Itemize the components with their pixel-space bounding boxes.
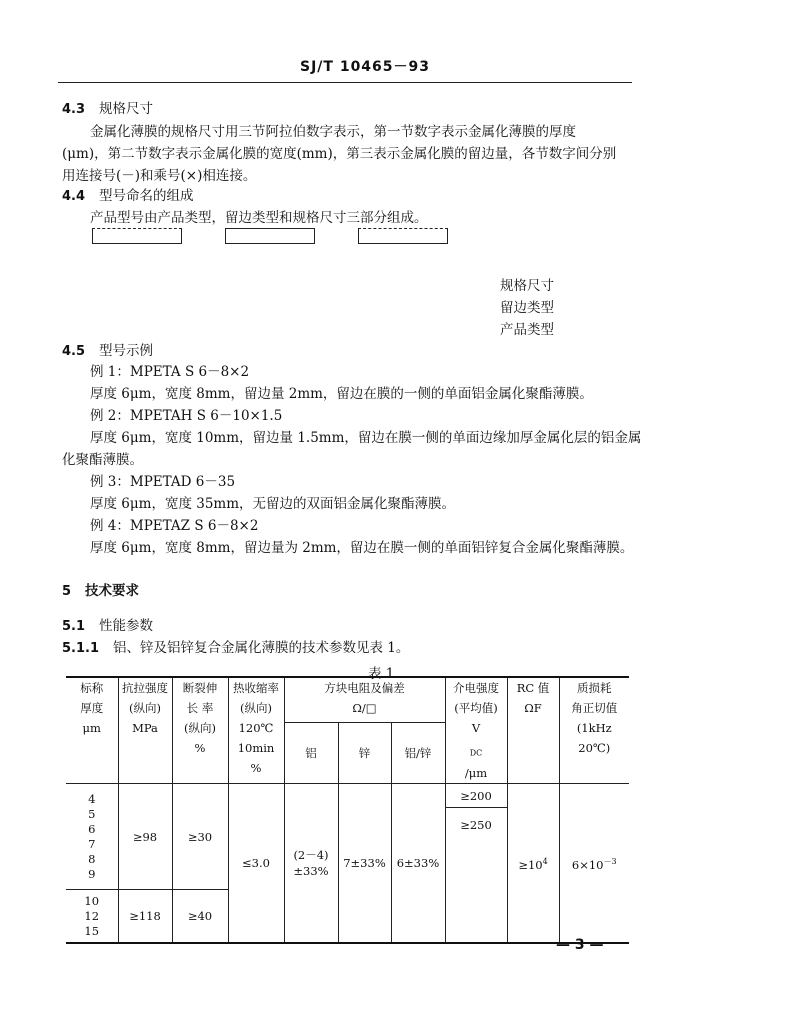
section-4-3-line-2: (μm)，第二节数字表示金属化膜的宽度(mm)，第三表示金属化膜的留边量，各节数字间分别 <box>62 146 617 162</box>
document-code: SJ/T 10465－93 <box>300 59 431 75</box>
header-zinc: 锌 <box>338 723 391 784</box>
zinc-resistance: 7±33% <box>338 784 391 944</box>
section-5-heading <box>62 579 139 599</box>
thickness-group-1: 4 5 6 7 8 9 <box>66 784 118 890</box>
header-shrinkage: 热收缩率 (纵向) 120℃ 10min % <box>228 677 284 784</box>
header-dielectric-strength: 介电强度 (平均值) V $_{DC}$ /μm <box>445 677 507 784</box>
section-number: 5.1 <box>62 619 86 634</box>
section-title: 规格尺寸 <box>99 101 154 117</box>
example-1: 例 1：MPETA S 6－8×2 <box>90 364 250 380</box>
page-number: — 3 — <box>556 937 604 953</box>
section-title: 型号命名的组成 <box>99 188 194 204</box>
example-2: 例 2：MPETAH S 6－10×1.5 <box>90 408 283 424</box>
elongation-group-2: ≥40 <box>172 890 228 944</box>
header-elongation: 断裂伸 长 率 (纵向) % <box>172 677 228 784</box>
header-thickness: 标称 厚度 μm <box>66 677 118 784</box>
label-product-type: 产品类型 <box>500 322 554 338</box>
section-number: 4.4 <box>62 189 86 204</box>
aluminum-resistance: (2－4) ±33% <box>284 784 338 944</box>
rc-value: $\ge 10^4$ <box>507 784 559 944</box>
section-4-5-heading <box>62 339 153 359</box>
header-aluminum-zinc: 铝/锌 <box>391 723 445 784</box>
example-2-description-2: 化聚酯薄膜。 <box>62 452 143 468</box>
section-title: 性能参数 <box>99 618 154 634</box>
section-number: 5 <box>62 584 72 599</box>
table-title: 表 1 <box>368 666 395 682</box>
section-title: 技术要求 <box>85 583 140 599</box>
loss-tangent-value: $6\times 10^{-3}$ <box>559 784 629 944</box>
header-rc-value: RC 值 ΩF <box>507 677 559 784</box>
header-tensile-strength: 抗拉强度 (纵向) MPa <box>118 677 172 784</box>
placeholder-box-margin-type <box>225 228 315 244</box>
section-5-1-heading <box>62 614 153 634</box>
section-title: 铝、锌及铝锌复合金属化薄膜的技术参数见表 1。 <box>113 640 410 656</box>
elongation-group-1: ≥30 <box>172 784 228 890</box>
tensile-group-2: ≥118 <box>118 890 172 944</box>
section-4-4-heading <box>62 184 194 204</box>
section-4-4-body: 产品型号由产品类型，留边类型和规格尺寸三部分组成。 <box>90 210 428 226</box>
example-1-description: 厚度 6μm，宽度 8mm，留边量 2mm，留边在膜的一侧的单面铝金属化聚酯薄膜。 <box>90 386 593 402</box>
label-margin-type: 留边类型 <box>500 300 554 316</box>
technical-parameters-table <box>66 676 629 944</box>
header-aluminum: 铝 <box>284 723 338 784</box>
header-sheet-resistance: 方块电阻及偏差 Ω/□ <box>284 677 445 723</box>
section-4-3-line-1: 金属化薄膜的规格尺寸用三节阿拉伯数字表示，第一节数字表示金属化薄膜的厚度 <box>90 124 576 140</box>
placeholder-box-product-type <box>92 228 182 244</box>
dielectric-strength-cell <box>445 784 507 944</box>
placeholder-box-size <box>358 228 448 244</box>
shrinkage-value: ≤3.0 <box>228 784 284 944</box>
aluminum-zinc-resistance: 6±33% <box>391 784 445 944</box>
section-number: 4.5 <box>62 344 86 359</box>
section-4-3-heading <box>62 97 153 117</box>
example-4: 例 4：MPETAZ S 6－8×2 <box>90 518 259 534</box>
header-loss-tangent: 质损耗 角正切值 (1kHz 20℃) <box>559 677 629 784</box>
dielectric-value-2: ≥250 <box>460 817 492 832</box>
label-size: 规格尺寸 <box>500 278 554 294</box>
example-2-description-1: 厚度 6μm，宽度 10mm，留边量 1.5mm，留边在膜一侧的单面边缘加厚金属化层的铝金属 <box>90 430 642 446</box>
section-title: 型号示例 <box>99 343 154 359</box>
thickness-group-2: 10 12 15 <box>66 890 118 944</box>
section-number: 5.1.1 <box>62 641 100 656</box>
section-4-3-line-3: 用连接号(－)和乘号(×)相连接。 <box>62 168 257 184</box>
tensile-group-1: ≥98 <box>118 784 172 890</box>
section-5-1-1-heading <box>62 636 409 656</box>
example-4-description: 厚度 6μm，宽度 8mm，留边量为 2mm，留边在膜一侧的单面铝锌复合金属化聚酯薄膜。 <box>90 540 634 556</box>
example-3: 例 3：MPETAD 6－35 <box>90 474 236 490</box>
dielectric-value-1: ≥200 <box>446 785 507 808</box>
section-number: 4.3 <box>62 102 86 117</box>
example-3-description: 厚度 6μm，宽度 35mm，无留边的双面铝金属化聚酯薄膜。 <box>90 496 456 512</box>
header-rule <box>58 82 632 83</box>
